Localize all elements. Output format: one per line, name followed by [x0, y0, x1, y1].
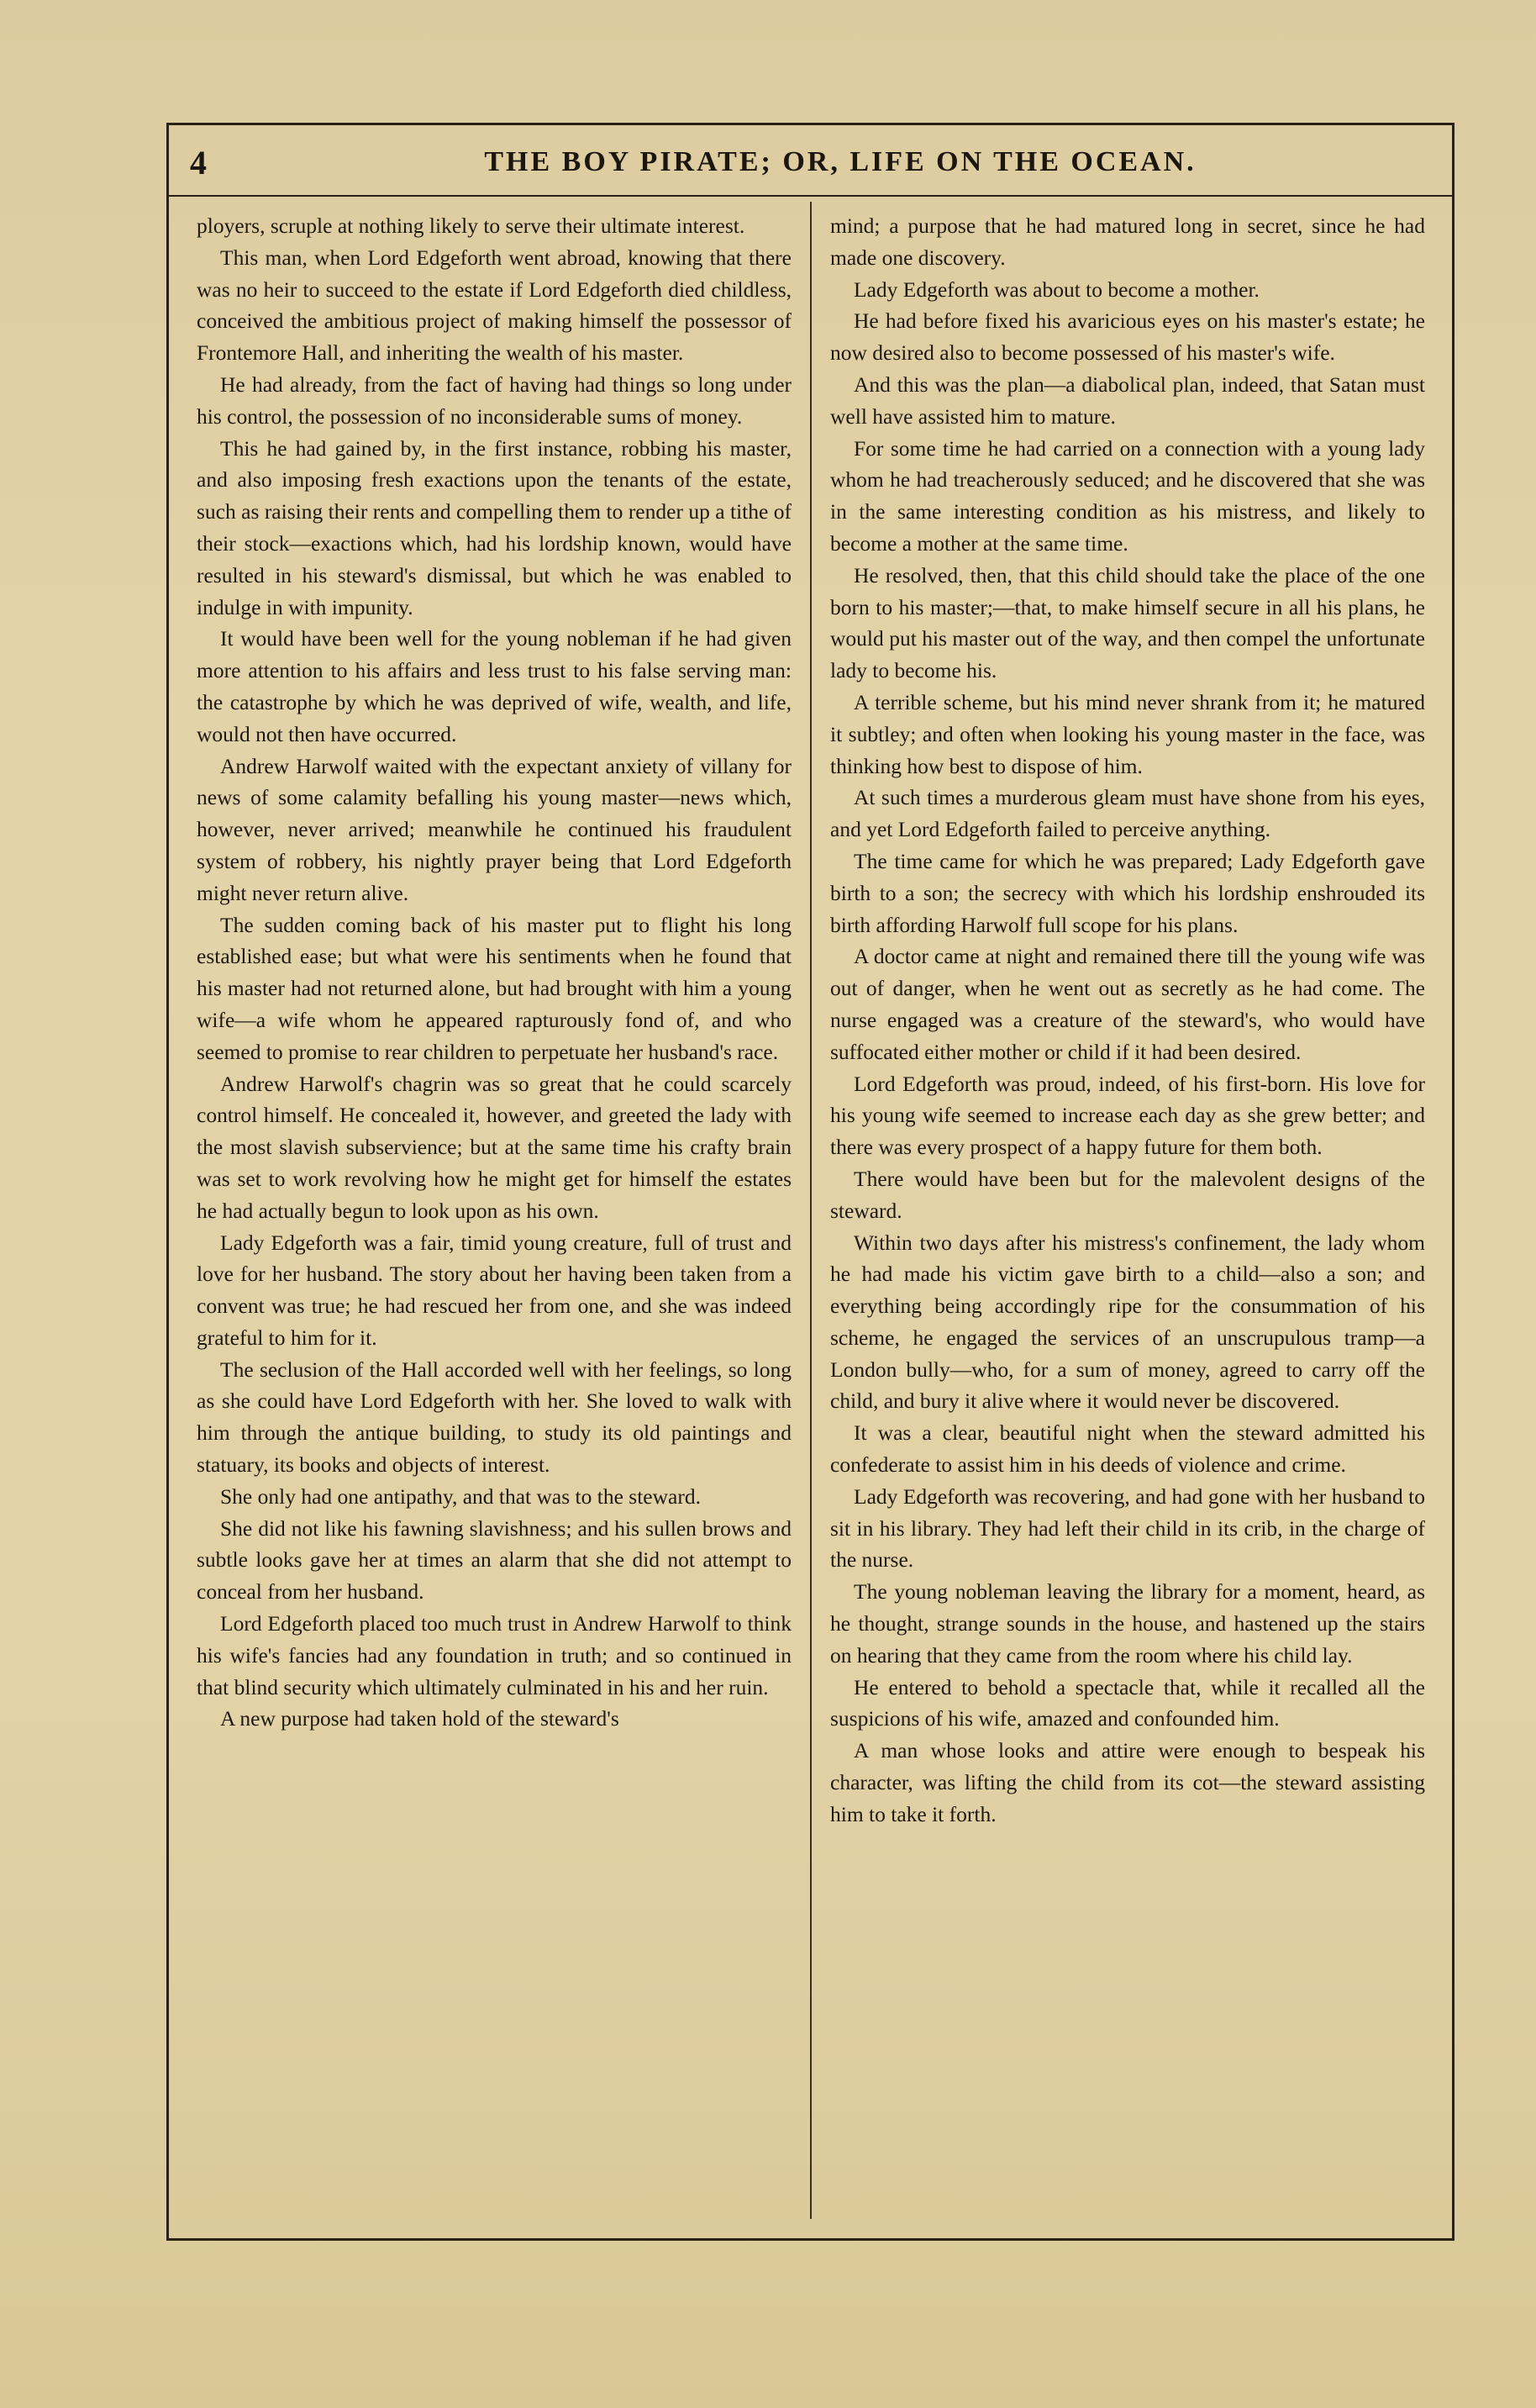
paragraph: Lady Edgeforth was recovering, and had gone with her husband to sit in his library. They had left their child in its crib, in the charge of the nurse.: [830, 1483, 1425, 1573]
paragraph: And this was the plan—a diabolical plan, indeed, that Satan must well have assisted him to mature.: [830, 371, 1425, 429]
paragraph: Andrew Harwolf waited with the expectant anxiety of villany for news of some calamity befalling his young master—news which, however, never arrived; meanwhile he continued his fraudulent system of robbery, his nightly prayer being that Lord Edgeforth might never return alive.: [197, 753, 792, 905]
right-column: [830, 210, 1425, 1831]
paragraph: There would have been but for the malevolent designs of the steward.: [830, 1166, 1425, 1223]
paragraph: Lord Edgeforth was proud, indeed, of his first-born. His love for his young wife seemed to increase each day as she grew better; and there was every prospect of a happy future for them both.: [830, 1071, 1425, 1160]
paragraph: She only had one antipathy, and that was to the steward.: [220, 1483, 701, 1509]
paragraph: Within two days after his mistress's confinement, the lady whom he had made his victim gave birth to a child—also a son; and everything being accordingly ripe for the consummation of his scheme, he engaged the services of an unscrupulous tramp—a London bully—who, for a sum of money, agreed to carry off the child, and bury it alive where it would never be discovered.: [830, 1230, 1425, 1414]
paragraph: She did not like his fawning slavishness; and his sullen brows and subtle looks gave her at times an alarm that she did not attempt to conceal from her husband.: [197, 1515, 792, 1604]
paragraph: Lady Edgeforth was about to become a mother.: [854, 277, 1260, 302]
paragraph: The time came for which he was prepared; Lady Edgeforth gave birth to a son; the secrecy with which his lordship enshrouded its birth affording Harwolf full scope for his plans.: [830, 848, 1425, 937]
paragraph: For some time he had carried on a connection with a young lady whom he had treacherously seduced; and he discovered that she was in the same interesting condition as his mistress, and likely to become a mother at the same time.: [830, 435, 1425, 556]
paragraph: mind; a purpose that he had matured long in secret, since he had made one discovery.: [830, 213, 1425, 270]
paragraph: A terrible scheme, but his mind never shrank from it; he matured it subtley; and often when looking his young master in the face, was thinking how best to dispose of him.: [830, 689, 1425, 778]
paragraph: This he had gained by, in the first instance, robbing his master, and also imposing fresh exactions upon the tenants of the estate, such as raising their rents and compelling them to render up a tithe of their stock—exactions which, had his lordship known, would have resulted in his steward's dismissal, but which he was enabled to indulge in with impunity.: [197, 435, 792, 619]
paragraph: It would have been well for the young nobleman if he had given more attention to his affairs and less trust to his false serving man: the catastrophe by which he was deprived of wife, wealth, and life, would not then have occurred.: [197, 626, 792, 746]
paragraph: Lord Edgeforth placed too much trust in Andrew Harwolf to think his wife's fancies had any foundation in truth; and so continued in that blind security which ultimately culminated in his and her ruin.: [197, 1611, 792, 1699]
paragraph: He had before fixed his avaricious eyes on his master's estate; he now desired also to become possessed of his master's wife.: [830, 308, 1425, 366]
paragraph: He had already, from the fact of having had things so long under his control, the possession of no inconsiderable sums of money.: [197, 371, 792, 429]
paragraph: ployers, scruple at nothing likely to serve their ultimate interest.: [197, 213, 745, 238]
left-column: [197, 210, 792, 1735]
paragraph: Lady Edgeforth was a fair, timid young creature, full of trust and love for her husband. The story about her having been taken from a convent was true; he had rescued her from one, and she was indeed grateful to him for it.: [197, 1230, 792, 1350]
page-number: 4: [190, 144, 207, 182]
column-divider: [810, 202, 812, 2219]
paragraph: The young nobleman leaving the library for a moment, heard, as he thought, strange sounds in the house, and hastened up the stairs on hearing that they came from the room where his child lay.: [830, 1579, 1425, 1668]
paragraph: A new purpose had taken hold of the steward's: [220, 1706, 619, 1731]
running-head: THE BOY PIRATE; OR, LIFE ON THE OCEAN.: [484, 146, 1197, 177]
paragraph: A man whose looks and attire were enough to bespeak his character, was lifting the child from its cot—the steward assisting him to take it forth.: [830, 1738, 1425, 1826]
paragraph: At such times a murderous gleam must have shone from his eyes, and yet Lord Edgeforth failed to perceive anything.: [830, 785, 1425, 842]
paragraph: Andrew Harwolf's chagrin was so great that he could scarcely control himself. He concealed it, however, and greeted the lady with the most slavish subservience; but at the same time his crafty brain was set to work revolving how he might get for himself the estates he had actually begun to look upon as his own.: [197, 1071, 792, 1223]
paragraph: He entered to behold a spectacle that, while it recalled all the suspicions of his wife, amazed and confounded him.: [830, 1674, 1425, 1731]
paragraph: A doctor came at night and remained there till the young wife was out of danger, when he went out as secretly as he had come. The nurse engaged was a creature of the steward's, who would have suffocated either mother or child if it had been desired.: [830, 944, 1425, 1064]
header-rule: [166, 195, 1454, 197]
paragraph: The sudden coming back of his master put to flight his long established ease; but what were his sentiments when he found that his master had not returned alone, but had brought with him a young wife—a wife whom he appeared rapturously fond of, and who seemed to promise to rear children to perpetuate her husband's race.: [197, 912, 792, 1064]
paragraph: It was a clear, beautiful night when the steward admitted his confederate to assist him in his deeds of violence and crime.: [830, 1420, 1425, 1478]
paragraph: The seclusion of the Hall accorded well with her feelings, so long as she could have Lord Edgeforth with her. She loved to walk with him through the antique building, to study its old paintings and statuary, its books and objects of interest.: [197, 1357, 792, 1478]
paragraph: This man, when Lord Edgeforth went abroad, knowing that there was no heir to succeed to the estate if Lord Edgeforth died childless, conceived the ambitious project of making himself the possessor of Frontemore Hall, and inheriting the wealth of his master.: [197, 245, 792, 366]
paragraph: He resolved, then, that this child should take the place of the one born to his master;—that, to make himself secure in all his plans, he would put his master out of the way, and then compel the unfortunate lady to become his.: [830, 562, 1425, 683]
